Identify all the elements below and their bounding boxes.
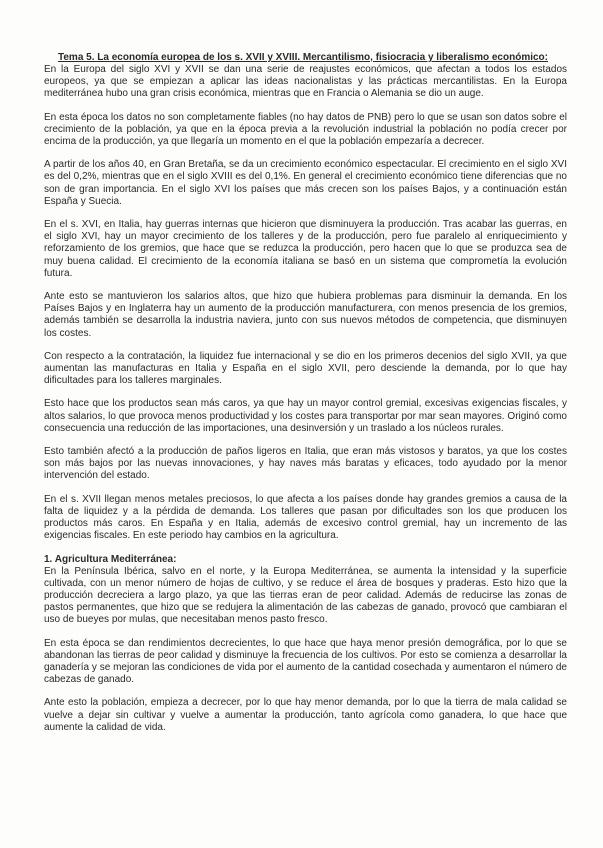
- paragraph-growth: A partir de los años 40, en Gran Bretaña, se da un crecimiento económico espectacular. El crecimiento en el siglo XVI es del 0,2%, mientras que en el siglo XVIII es del 0,1%. En general el crecimiento económico tiene diferencias que no son de gran importancia. En el siglo XVI los países que más crecen son los países Bajos, y a continuación están España y Suecia.: [44, 159, 567, 207]
- section-heading: 1. Agricultura Mediterránea:: [44, 553, 177, 565]
- paragraph-intro: En la Europa del siglo XVI y XVII se dan una serie de reajustes económicos, que afectan a todos los estados europeos, ya que se empiezan a aplicar las ideas nacionalistas y las prácticas mercantilistas. En la Europa mediterránea hubo una gran crisis económica, mientras que en Francia o Alemania se dio un auge.: [44, 64, 567, 100]
- paragraph-textiles: Esto también afectó a la producción de paños ligeros en Italia, que eran más vistosos y baratos, ya que los costes son más bajos por las nuevas innovaciones, y hay naves más baratas y eficaces, todo ayudado por la menor intervención del estado.: [44, 446, 567, 482]
- paragraph-salaries: Ante esto se mantuvieron los salarios altos, que hizo que hubiera problemas para disminuir la demanda. En los Países Bajos y en Inglaterra hay un aumento de la producción manufacturera, con menos presencia de los gremios, además también se desarrolla la industria naviera, junto con sus nuevos métodos de competencia, que disminuyen los costes.: [44, 291, 567, 339]
- paragraph-italy: En el s. XVI, en Italia, hay guerras internas que hicieron que disminuyera la producción. Tras acabar las guerras, en el siglo XVI, hay un mayor crecimiento de los talleres y de la producción, pero fue paralelo al enriquecimiento y reforzamiento de los gremios, que hace que se reduzca la producción, pero hacen que lo que se produzca sea de muy buena calidad. El crecimiento de la economía italiana se basó en un sistema que comprometía la evolución futura.: [44, 219, 567, 279]
- paragraph-diminishing-returns: En esta época se dan rendimientos decrecientes, lo que hace que haya menor presión demográfica, por lo que se abandonan las tierras de peor calidad y disminuye la frecuencia de los cultivos. Por esto se comienza a desarrollar la ganadería y se mejoran las condiciones de vida por el aumento de la cantidad cosechada y aumentaron el número de cabezas de ganado.: [44, 637, 567, 686]
- paragraph-population-decline: Ante esto la población, empieza a decrecer, por lo que hay menor demanda, por lo que la tierra de mala calidad se vuelve a dejar sin cultivar y vuelve a aumentar la producción, tanto agrícola como ganadera, lo que hace que aumente la calidad de vida.: [44, 697, 567, 733]
- paragraph-data-reliability: En esta época los datos no son completamente fiables (no hay datos de PNB) pero lo que se usan son datos sobre el crecimiento de la población, ya que en la época previa a la revolución industrial la población no podía crecer por encima de la producción, ya que llegaría un momento en el que la población empezaría a decrecer.: [44, 111, 567, 148]
- paragraph-prices: Esto hace que los productos sean más caros, ya que hay un mayor control gremial, excesivas exigencias fiscales, y altos salarios, lo que provoca menos productividad y los costes para transportar por mar sean mayores. Originó como consecuencia una reducción de las importaciones, una desinversión y un traslado a los núcleos rurales.: [44, 398, 567, 434]
- paragraph-liquidity: Con respecto a la contratación, la liquidez fue internacional y se dio en los primeros decenios del siglo XVII, ya que aumentan las manufacturas en Italia y España en el siglo XVII, pero desciende la demanda, por lo que hay dificultades para los talleres marginales.: [44, 350, 567, 387]
- paragraph-iberian-peninsula: En la Península Ibérica, salvo en el norte, y la Europa Mediterránea, se aumenta la intensidad y la superficie cultivada, con un menor número de hojas de cultivo, y se reduce el área de bosques y praderas. Esto hizo que la producción decreciera a largo plazo, ya que las tierras eran de peor calidad. Además de reducirse las zonas de pastos permanentes, que hizo que se redujera la alimentación de las cabezas de ganado, provocó que cambiaran el uso de bueyes por mulas, que necesitaban menos pasto fresco.: [44, 565, 567, 626]
- document-title: Tema 5. La economía europea de los s. XVII y XVIII. Mercantilismo, fisiocracia y liberalismo económico:: [58, 52, 548, 63]
- section-agriculture: [44, 554, 567, 734]
- paragraph-precious-metals: En el s. XVII llegan menos metales preciosos, lo que afecta a los países donde hay grandes gremios a causa de la falta de liquidez y a la pérdida de demanda. Los talleres que pasan por dificultades son los que producen los productos más caros. En España y en Italia, además de excesivo control gremial, hay un incremento de las exigencias fiscales. En este periodo hay cambios en la agricultura.: [44, 493, 567, 542]
